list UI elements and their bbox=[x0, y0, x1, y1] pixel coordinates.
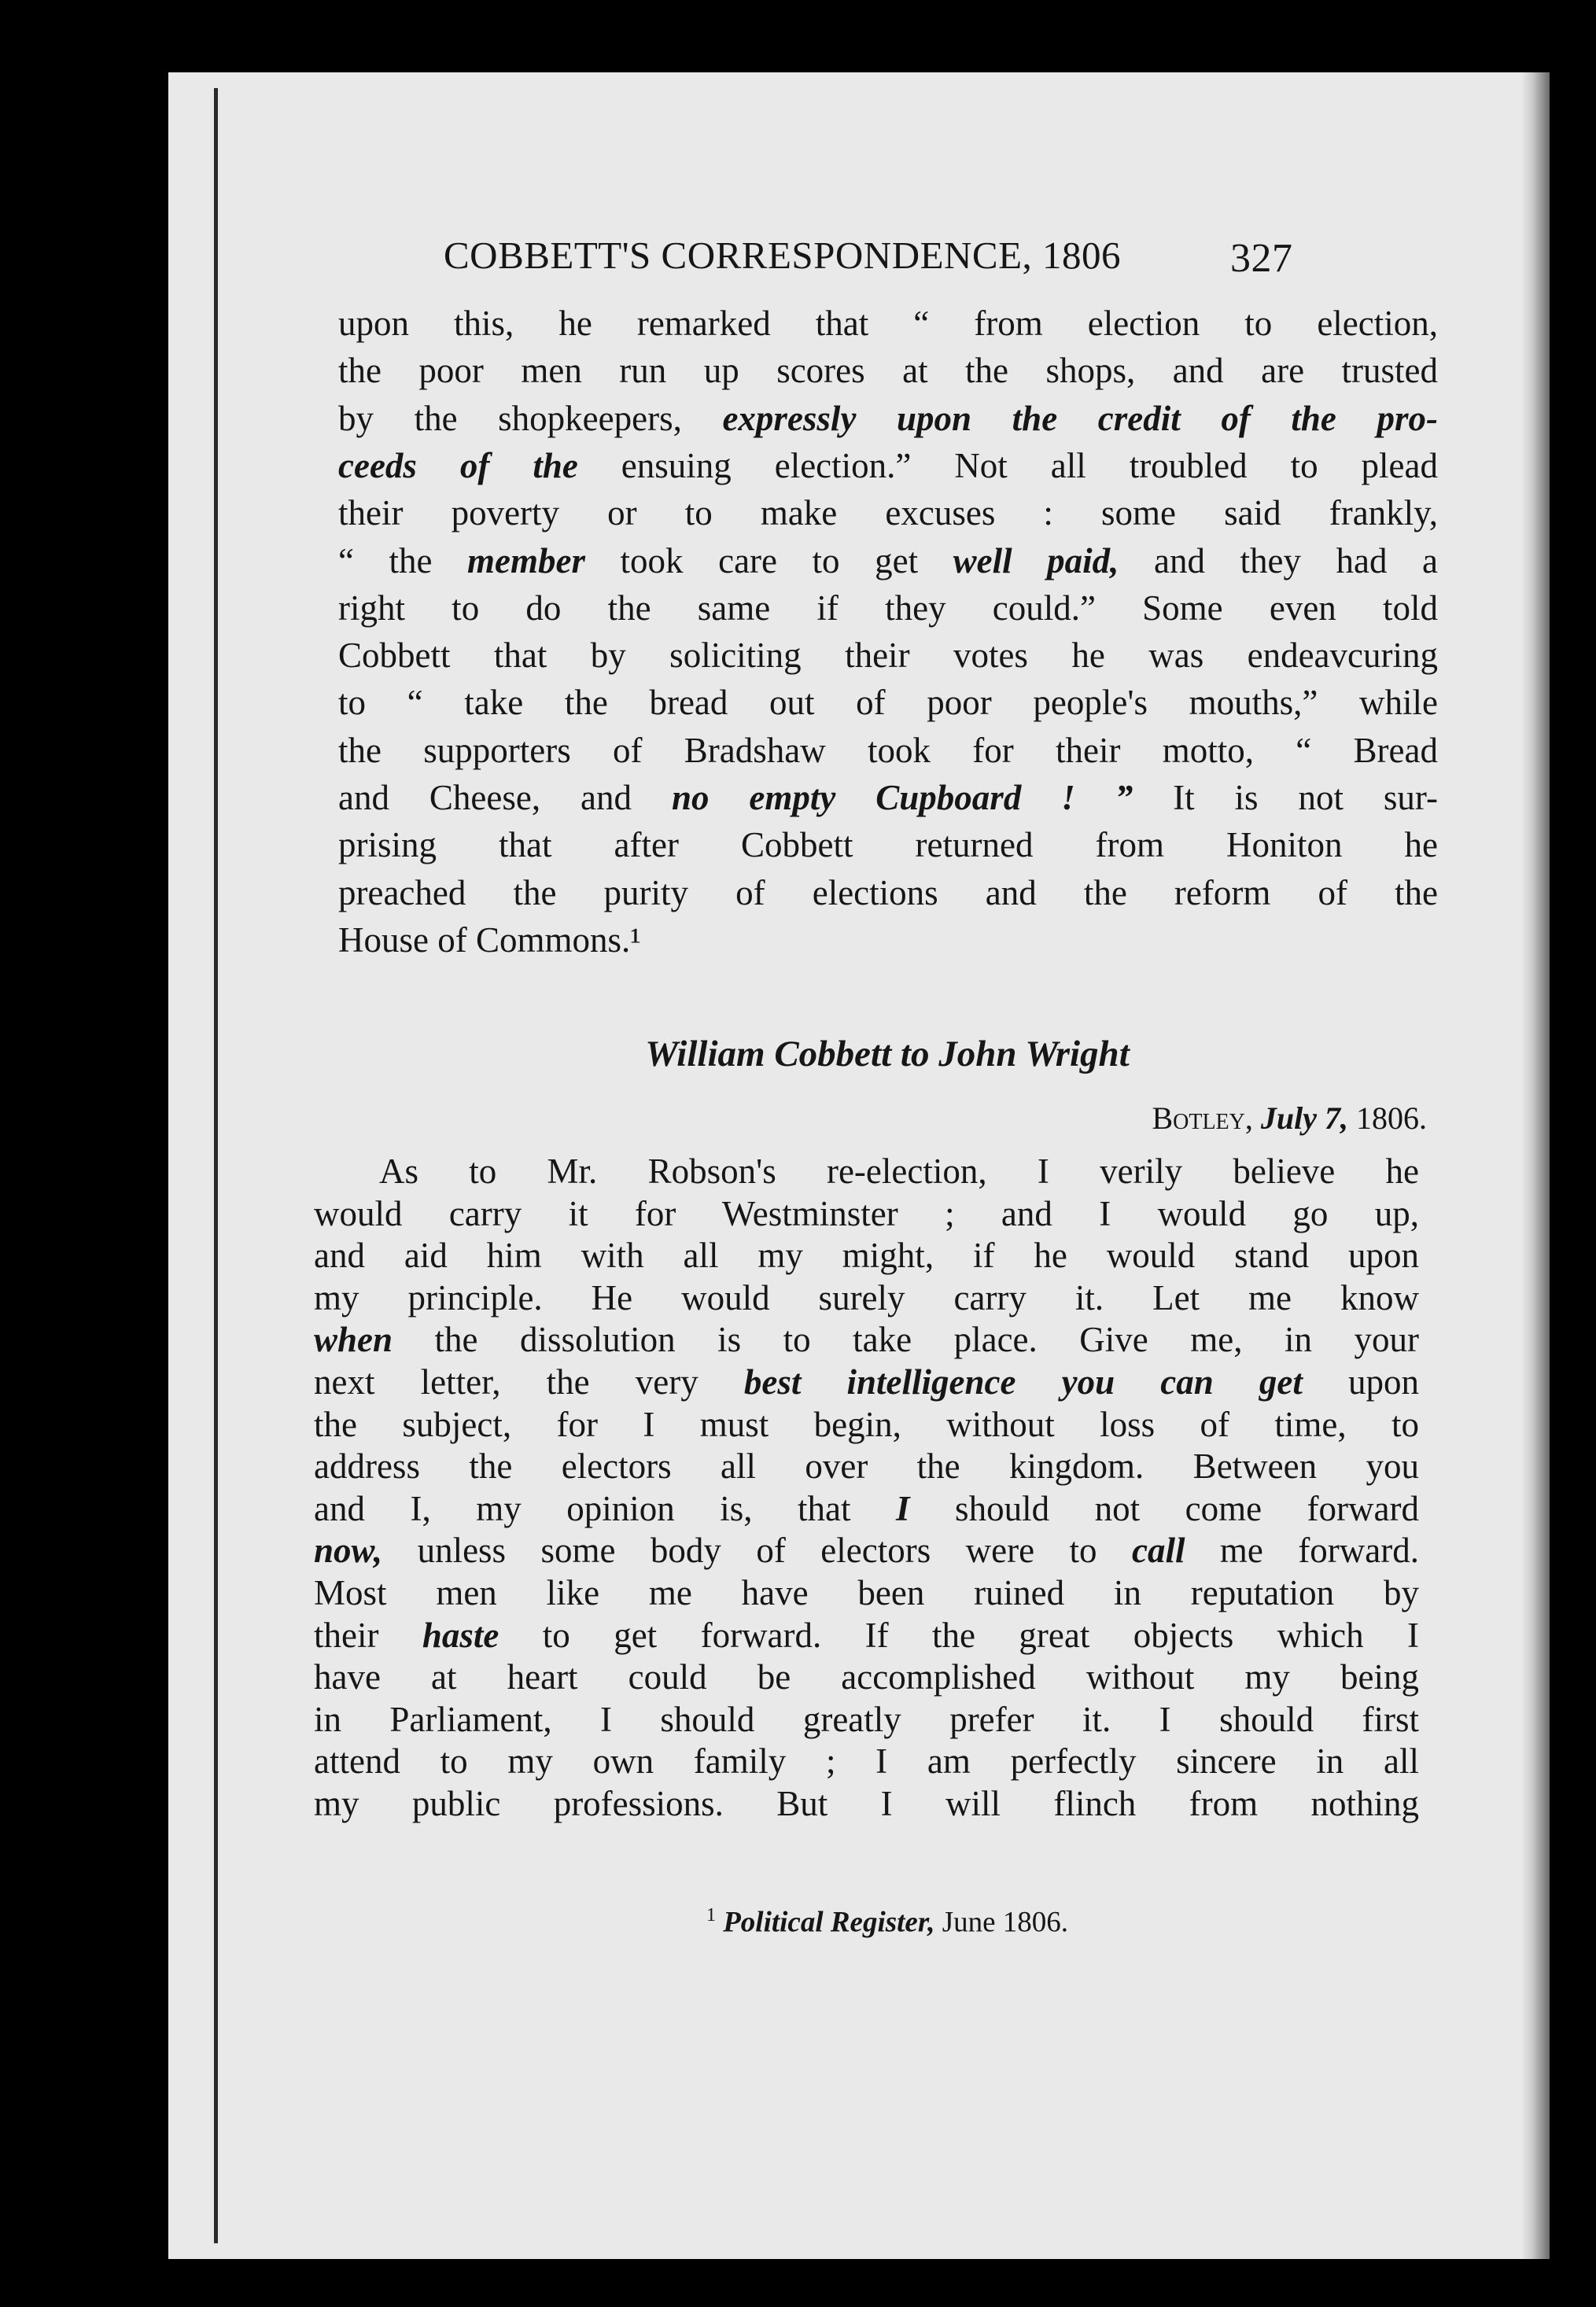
text-run: upon bbox=[1302, 1362, 1420, 1402]
text-line bbox=[314, 1570, 1419, 1616]
text-run: to get forward. If the great objects which I bbox=[499, 1615, 1419, 1655]
text-line bbox=[314, 1443, 1419, 1489]
text-line bbox=[338, 396, 1438, 441]
footnote-mark: 1 bbox=[706, 1905, 716, 1926]
text-line bbox=[314, 1402, 1419, 1447]
text-run: It is not sur- bbox=[1133, 778, 1439, 817]
italic-run: call bbox=[1131, 1531, 1185, 1571]
text-line bbox=[338, 822, 1438, 868]
text-run: ensuing election.” Not all troubled to plead bbox=[577, 445, 1439, 485]
text-line bbox=[314, 1697, 1419, 1742]
text-run: to “ take the bread out of poor people's mouths,” while bbox=[338, 683, 1438, 723]
text-line bbox=[314, 1781, 1419, 1826]
italic-run: no empty Cupboard ! ” bbox=[671, 778, 1133, 817]
italic-run: well paid, bbox=[953, 540, 1119, 580]
text-run: their bbox=[314, 1615, 422, 1655]
text-line bbox=[338, 443, 1438, 488]
text-run: and I, my opinion is, that bbox=[314, 1488, 897, 1528]
text-line bbox=[338, 490, 1438, 536]
text-run: me forward. bbox=[1185, 1531, 1420, 1571]
text-line bbox=[314, 1359, 1419, 1405]
book-page bbox=[168, 72, 1550, 2259]
dateline-year: 1806. bbox=[1356, 1100, 1427, 1136]
running-header bbox=[444, 228, 1466, 283]
text-run: upon this, he remarked that “ from election to election, bbox=[338, 304, 1438, 343]
text-run: my public professions. But I will flinch from nothing bbox=[314, 1784, 1419, 1823]
text-line bbox=[379, 1148, 1419, 1194]
footnote bbox=[337, 1896, 1438, 1942]
text-run: As to Mr. Robson's re-election, I verily believe he bbox=[379, 1152, 1419, 1191]
text-run: the supporters of Bradshaw took for their motto, “ Bread bbox=[338, 730, 1438, 770]
italic-run: I bbox=[896, 1488, 910, 1528]
footnote-source: Political Register, bbox=[723, 1906, 935, 1939]
footnote-date: June 1806. bbox=[942, 1906, 1069, 1939]
text-run: Most men like me have been ruined in reputation by bbox=[314, 1573, 1419, 1612]
text-run: preached the purity of elections and the reform of the bbox=[338, 872, 1438, 912]
text-line bbox=[338, 348, 1438, 393]
text-run: their poverty or to make excuses : some said frankly, bbox=[338, 493, 1438, 533]
text-run: would carry it for Westminster ; and I would go up, bbox=[314, 1193, 1419, 1233]
running-title: COBBETT'S CORRESPONDENCE, 1806 bbox=[444, 234, 1122, 277]
text-run: unless some body of electors were to bbox=[382, 1531, 1132, 1571]
text-run: address the electors all over the kingdom. Between you bbox=[314, 1446, 1419, 1487]
italic-run: best intelligence you can get bbox=[743, 1362, 1303, 1402]
text-line bbox=[338, 300, 1438, 346]
text-run: the subject, for I must begin, without loss of time, to bbox=[314, 1404, 1419, 1444]
text-line bbox=[314, 1317, 1419, 1362]
italic-run: haste bbox=[422, 1615, 499, 1655]
text-run: Cobbett that by soliciting their votes he was endeavcuring bbox=[338, 636, 1438, 676]
italic-run: member bbox=[467, 540, 586, 580]
text-line bbox=[338, 775, 1438, 820]
text-line bbox=[314, 1486, 1419, 1531]
text-line bbox=[314, 1233, 1419, 1278]
text-run: the poor men run up scores at the shops, and are trusted bbox=[338, 351, 1438, 391]
gutter-rule bbox=[214, 88, 218, 2243]
text-line bbox=[314, 1738, 1419, 1784]
dateline-place: Botley, bbox=[1152, 1100, 1253, 1136]
text-line bbox=[338, 917, 1438, 963]
text-run: the dissolution is to take place. Give me, in your bbox=[393, 1320, 1419, 1360]
text-run: right to do the same if they could.” Some even told bbox=[338, 588, 1438, 628]
text-run: prising that after Cobbett returned from Honiton he bbox=[338, 825, 1438, 865]
page-number: 327 bbox=[1230, 236, 1293, 281]
text-line bbox=[338, 680, 1438, 725]
text-run: next letter, the very bbox=[314, 1362, 744, 1402]
text-line bbox=[338, 728, 1438, 773]
italic-run: ceeds of the bbox=[338, 445, 578, 485]
dateline-date: July 7, bbox=[1260, 1100, 1348, 1136]
text-run: and they had a bbox=[1119, 540, 1438, 580]
italic-run: expressly upon the credit of the pro- bbox=[722, 398, 1438, 438]
text-run: attend to my own family ; I am perfectly sincere in all bbox=[314, 1741, 1419, 1782]
page-edge-shadow bbox=[1521, 72, 1550, 2259]
text-run: my principle. He would surely carry it. Let me know bbox=[314, 1277, 1419, 1317]
text-line bbox=[338, 538, 1438, 584]
text-run: “ the bbox=[338, 540, 468, 580]
text-line bbox=[338, 870, 1438, 916]
text-line bbox=[314, 1612, 1419, 1658]
text-run: in Parliament, I should greatly prefer it. I should first bbox=[314, 1699, 1419, 1739]
text-run: and Cheese, and bbox=[338, 778, 672, 817]
text-line bbox=[314, 1528, 1419, 1573]
text-line bbox=[338, 585, 1438, 631]
text-run: should not come forward bbox=[909, 1488, 1419, 1528]
text-run: by the shopkeepers, bbox=[338, 398, 723, 438]
italic-run: when bbox=[314, 1320, 393, 1360]
text-run: House of Commons.¹ bbox=[338, 919, 641, 960]
letter-title: William Cobbett to John Wright bbox=[645, 1034, 1130, 1074]
text-line bbox=[338, 632, 1438, 678]
text-run: have at heart could be accomplished without my being bbox=[314, 1657, 1419, 1697]
text-line bbox=[314, 1654, 1419, 1700]
letter-dateline bbox=[923, 1096, 1427, 1141]
text-run: took care to get bbox=[585, 540, 953, 580]
italic-run: now, bbox=[314, 1531, 383, 1571]
text-line bbox=[314, 1191, 1419, 1236]
text-run: and aid him with all my might, if he would stand upon bbox=[314, 1236, 1419, 1276]
text-line bbox=[314, 1275, 1419, 1321]
